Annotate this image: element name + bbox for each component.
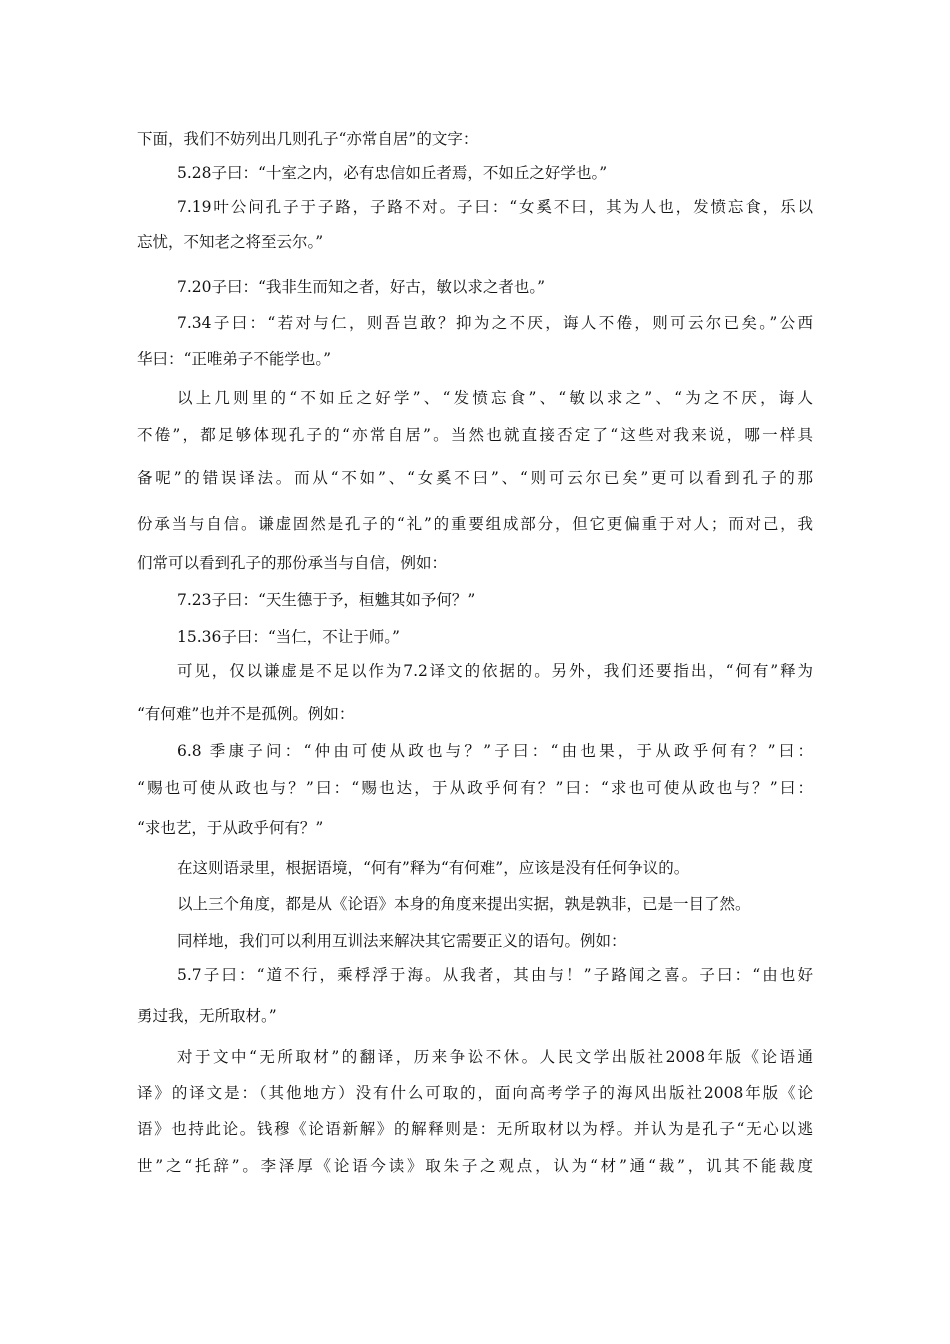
- text-line: 15.36子曰：“当仁，不让于师。”: [177, 628, 400, 646]
- text-line: 份承当与自信。谦虚固然是孔子的“礼”的重要组成部分，但它更偏重于对人；而对己，我: [137, 515, 813, 533]
- text-line: 们常可以看到孔子的那份承当与自信，例如：: [137, 554, 448, 572]
- text-line: 勇过我，无所取材。”: [137, 1007, 277, 1025]
- text-line: 同样地，我们可以利用互训法来解决其它需要正义的语句。例如：: [177, 932, 627, 950]
- text-line: 下面，我们不妨列出几则孔子“亦常自居”的文字：: [137, 130, 479, 148]
- text-line: 6.8 季康子问：“仲由可使从政也与？”子曰：“由也果，于从政乎何有？”曰：: [177, 742, 813, 760]
- text-line: 对于文中“无所取材”的翻译，历来争讼不休。人民文学出版社2008年版《论语通: [177, 1048, 813, 1066]
- text-line: 5.7子曰：“道不行，乘桴浮于海。从我者，其由与！”子路闻之喜。子曰：“由也好: [177, 966, 813, 984]
- text-line: “有何难”也并不是孤例。例如：: [137, 705, 355, 723]
- text-line: 可见，仅以谦虚是不足以作为7.2译文的依据的。另外，我们还要指出，“何有”释为: [177, 662, 813, 680]
- text-line: 以上几则里的“不如丘之好学”、“发愤忘食”、“敏以求之”、“为之不厌，诲人: [177, 389, 813, 407]
- text-line: 7.34子曰：“若对与仁，则吾岂敢？抑为之不厌，诲人不倦，则可云尔已矣。”公西: [177, 314, 813, 332]
- text-line: 译》的译文是：（其他地方）没有什么可取的，面向高考学子的海风出版社2008年版《论: [137, 1084, 813, 1102]
- text-line: 不倦”，都足够体现孔子的“亦常自居”。当然也就直接否定了“这些对我来说，哪一样具: [137, 426, 813, 444]
- text-line: 在这则语录里，根据语境，“何有”释为“有何难”，应该是没有任何争议的。: [177, 859, 690, 877]
- text-line: 7.20子曰：“我非生而知之者，好古，敏以求之者也。”: [177, 278, 546, 296]
- text-line: 5.28子曰：“十室之内，必有忠信如丘者焉，不如丘之好学也。”: [177, 164, 608, 182]
- text-line: 忘忧，不知老之将至云尔。”: [137, 233, 324, 251]
- text-line: 7.23子曰：“天生德于予，桓魋其如予何？”: [177, 591, 476, 609]
- text-line: 世”之“托辞”。李泽厚《论语今读》取朱子之观点，认为“材”通“裁”，讥其不能裁度: [137, 1157, 813, 1175]
- text-line: 华曰：“正唯弟子不能学也。”: [137, 350, 332, 368]
- text-line: “求也艺，于从政乎何有？”: [137, 819, 324, 837]
- text-line: 备呢”的错误译法。而从“不如”、“女奚不曰”、“则可云尔已矣”更可以看到孔子的那: [137, 469, 813, 487]
- text-line: “赐也可使从政也与？”曰：“赐也达，于从政乎何有？”曰：“求也可使从政也与？”曰：: [137, 779, 813, 797]
- text-line: 以上三个角度，都是从《论语》本身的角度来提出实据，孰是孰非，已是一目了然。: [177, 895, 751, 913]
- text-line: 语》也持此论。钱穆《论语新解》的解释则是：无所取材以为桴。并认为是孔子“无心以逃: [137, 1120, 813, 1138]
- text-line: 7.19叶公问孔子于子路，子路不对。子曰：“女奚不曰，其为人也，发愤忘食，乐以: [177, 198, 813, 216]
